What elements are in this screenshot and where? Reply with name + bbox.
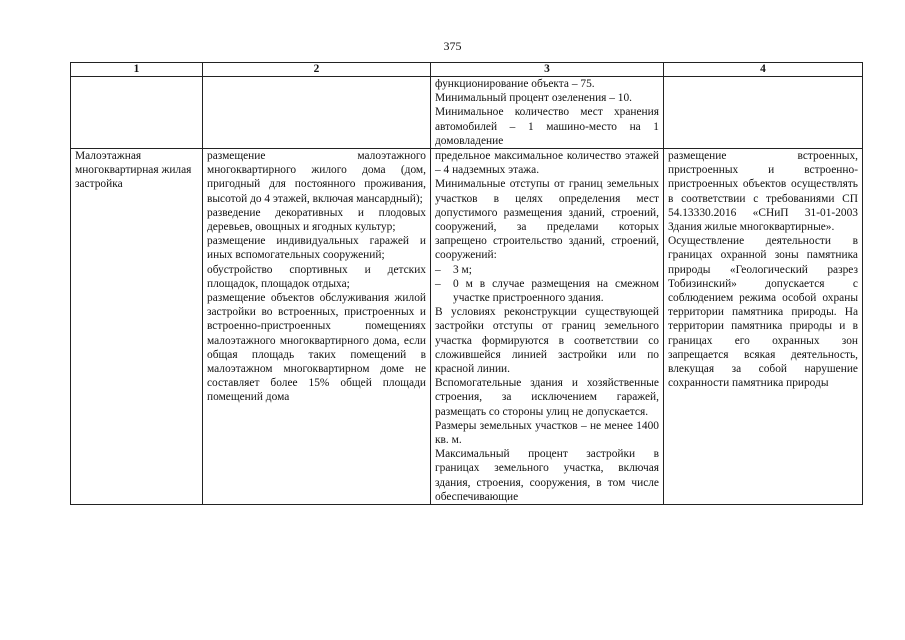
paragraph: Минимальные отступы от границ земельных участков в целях определения мест допустимого размещения зданий, строений, сооружений, за пределами которых запрещено строительство зданий, строений, сооружений: — [435, 178, 659, 262]
zone-name: Малоэтажная многоквартирная жилая застройка — [75, 150, 192, 191]
header-col-3: 3 — [431, 63, 664, 77]
paragraph: размещение встроенных, пристроенных и встроенно-пристроенных объектов осуществлять в соответствии с требованиями СП 54.13330.2016 «СНиП 31-01-2003 Здания жилые многоквартирные». — [668, 150, 858, 234]
header-col-4: 4 — [664, 63, 863, 77]
header-col-2: 2 — [203, 63, 431, 77]
cell-empty — [71, 77, 203, 149]
cell-empty — [664, 77, 863, 149]
cell-restrictions — [664, 149, 863, 505]
paragraph: Осуществление деятельности в границах охранной зоны памятника природы «Геологический разрез Тобизинский» допускается с соблюдением режима особой охраны территории памятника природы. На территории памятника природы и в границах его охранных зон запрещается всякая деятельность, влекущая за собой нарушение сохранности памятника природы — [668, 235, 858, 390]
paragraph: В условиях реконструкции существующей застройки отступы от границ земельного участка формируются в соответствии со сложившейся линией застройки или по красной линии. — [435, 306, 659, 376]
paragraph: Минимальное количество мест хранения автомобилей – 1 машино-место на 1 домовладение — [435, 106, 659, 147]
paragraph: функционирование объекта – 75. — [435, 78, 595, 90]
paragraph: Минимальный процент озеленения – 10. — [435, 92, 633, 105]
table-header-row — [71, 63, 863, 77]
paragraph: разведение декоративных и плодовых деревьев, овощных и ягодных культур; — [207, 206, 426, 234]
paragraph: обустройство спортивных и детских площадок, площадок отдыха; — [207, 263, 426, 290]
page-number: 375 — [443, 39, 462, 53]
paragraph: размещение малоэтажного многоквартирного жилого дома (дом, пригодный для постоянного проживания, высотой до 4 этажей, включая мансардный); — [207, 150, 426, 205]
table-row-lowrise — [71, 149, 863, 505]
paragraph: Вспомогательные здания и хозяйственные строения, за исключением гаражей, размещать со стороны улиц не допускается. — [435, 377, 659, 418]
paragraph: предельное максимальное количество этажей – 4 надземных этажа. — [435, 150, 659, 177]
cell-parameters — [431, 149, 664, 505]
paragraph: размещение объектов обслуживания жилой застройки во встроенных, пристроенных и встроенно-пристроенных помещениях малоэтажного многоквартирного дома, если общая площадь таких помещений в малоэтажном многоквартирном доме не составляет более 15% общей площади помещений дома — [207, 292, 426, 404]
header-col-1: 1 — [71, 63, 203, 77]
dash-list-item: – 0 м в случае размещения на смежном участке пристроенного здания. — [435, 277, 659, 305]
paragraph: Размеры земельных участков – не менее 1400 кв. м. — [435, 419, 659, 447]
table-row-continuation — [71, 77, 863, 149]
cell-zone-name — [71, 149, 203, 505]
paragraph: размещение индивидуальных гаражей и иных вспомогательных сооружений; — [207, 235, 426, 262]
cell-empty — [203, 77, 431, 149]
cell-parameters-continued — [431, 77, 664, 149]
dash-list-item: – 3 м; — [435, 263, 659, 277]
zoning-table — [70, 62, 863, 505]
paragraph: Максимальный процент застройки в границах земельного участка, включая здания, строения, сооружения, в том числе обеспечивающие — [435, 448, 659, 503]
cell-permitted-uses — [203, 149, 431, 505]
